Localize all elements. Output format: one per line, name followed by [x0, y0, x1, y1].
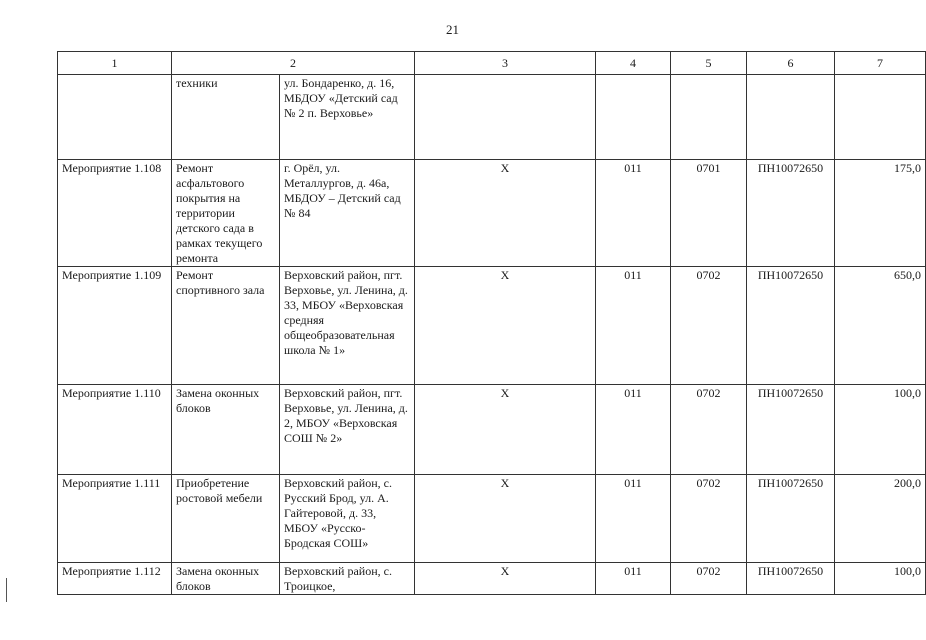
- table-row: [58, 267, 926, 385]
- event-cell: Мероприятие 1.109: [58, 267, 172, 385]
- col7-cell: 175,0: [835, 160, 926, 267]
- col7-cell: 100,0: [835, 563, 926, 595]
- col6-cell: ПН10072650: [747, 475, 835, 563]
- header-row: [58, 52, 926, 75]
- table-row: [58, 385, 926, 475]
- event-cell: Мероприятие 1.112: [58, 563, 172, 595]
- event-cell: Мероприятие 1.110: [58, 385, 172, 475]
- address-cell: Верховский район, пгт. Верховье, ул. Ленина, д. 33, МБОУ «Верховская средняя общеобразовательная школа № 1»: [280, 267, 415, 385]
- name-cell: Замена оконных блоков: [172, 385, 280, 475]
- header-col-3: 3: [415, 52, 596, 75]
- col5-cell: 0702: [671, 267, 747, 385]
- col7-cell: 650,0: [835, 267, 926, 385]
- address-cell: ул. Бондаренко, д. 16, МБДОУ «Детский сад № 2 п. Верховье»: [280, 75, 415, 160]
- header-col-7: 7: [835, 52, 926, 75]
- event-cell: Мероприятие 1.108: [58, 160, 172, 267]
- col5-cell: 0701: [671, 160, 747, 267]
- event-cell: Мероприятие 1.111: [58, 475, 172, 563]
- header-col-5: 5: [671, 52, 747, 75]
- col6-cell: ПН10072650: [747, 385, 835, 475]
- col3-cell: X: [415, 475, 596, 563]
- col7-cell: 100,0: [835, 385, 926, 475]
- col7-cell: 200,0: [835, 475, 926, 563]
- header-col-6: 6: [747, 52, 835, 75]
- name-cell: Ремонт асфальтового покрытия на территории детского сада в рамках текущего ремонта: [172, 160, 280, 267]
- col4-cell: 011: [596, 267, 671, 385]
- table-body: [58, 75, 926, 595]
- table-row: [58, 75, 926, 160]
- col5-cell: [671, 75, 747, 160]
- col4-cell: [596, 75, 671, 160]
- col5-cell: 0702: [671, 385, 747, 475]
- page-number: 21: [446, 22, 459, 37]
- budget-table: [57, 51, 926, 595]
- col6-cell: [747, 75, 835, 160]
- col5-cell: 0702: [671, 563, 747, 595]
- col5-cell: 0702: [671, 475, 747, 563]
- col4-cell: 011: [596, 385, 671, 475]
- table-header: [58, 52, 926, 75]
- header-col-2: 2: [172, 52, 415, 75]
- event-cell: [58, 75, 172, 160]
- col6-cell: ПН10072650: [747, 160, 835, 267]
- name-cell: Приобретение ростовой мебели: [172, 475, 280, 563]
- name-cell: Ремонт спортивного зала: [172, 267, 280, 385]
- table-row: [58, 160, 926, 267]
- col3-cell: X: [415, 160, 596, 267]
- col6-cell: ПН10072650: [747, 563, 835, 595]
- name-cell: техники: [172, 75, 280, 160]
- col3-cell: X: [415, 563, 596, 595]
- table-row: [58, 475, 926, 563]
- col6-cell: ПН10072650: [747, 267, 835, 385]
- table-row: [58, 563, 926, 595]
- col3-cell: [415, 75, 596, 160]
- address-cell: Верховский район, с. Русский Брод, ул. А. Гайтеровой, д. 33, МБОУ «Русско-Бродская СОШ»: [280, 475, 415, 563]
- col4-cell: 011: [596, 160, 671, 267]
- scan-margin-mark: [6, 578, 7, 602]
- col4-cell: 011: [596, 475, 671, 563]
- address-cell: г. Орёл, ул. Металлургов, д. 46а, МБДОУ – Детский сад № 84: [280, 160, 415, 267]
- col4-cell: 011: [596, 563, 671, 595]
- col3-cell: X: [415, 267, 596, 385]
- col7-cell: [835, 75, 926, 160]
- header-col-1: 1: [58, 52, 172, 75]
- address-cell: Верховский район, пгт. Верховье, ул. Ленина, д. 2, МБОУ «Верховская СОШ № 2»: [280, 385, 415, 475]
- header-col-4: 4: [596, 52, 671, 75]
- col3-cell: X: [415, 385, 596, 475]
- address-cell: Верховский район, с. Троицкое,: [280, 563, 415, 595]
- name-cell: Замена оконных блоков: [172, 563, 280, 595]
